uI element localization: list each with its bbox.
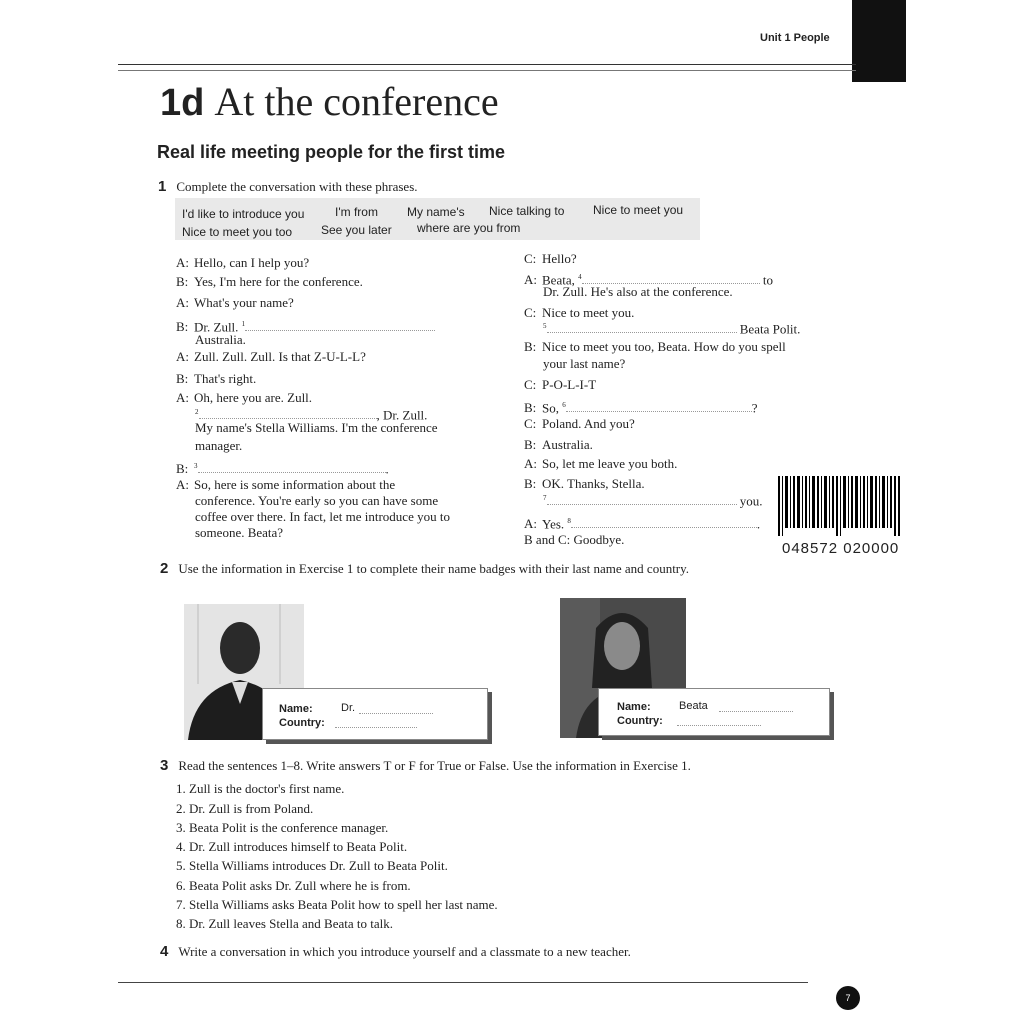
dialog-line: C: Nice to meet you.	[524, 305, 635, 320]
dialog-line: $^7$ you.	[543, 493, 763, 509]
badge-name-label: Name:	[617, 701, 651, 713]
dialog-line: someone. Beata?	[195, 525, 284, 540]
unit-label: Unit 1 People	[760, 32, 830, 44]
dialog-line: B: Yes, I'm here for the conference.	[176, 274, 363, 289]
dialog-line: A: Zull. Zull. Zull. Is that Z-U-L-L?	[176, 349, 366, 364]
blank-number: 2	[195, 408, 199, 416]
badge-country-blank[interactable]	[677, 715, 761, 726]
badge-country-blank[interactable]	[335, 717, 417, 728]
exercise-number: 4	[160, 943, 169, 960]
exercise-4-heading	[160, 943, 631, 961]
statement-item: 3. Beata Polit is the conference manager.	[176, 820, 389, 835]
dialog-line: $^2$ , Dr. Zull.	[195, 407, 428, 423]
exercise-number: 1	[158, 178, 167, 195]
exercise-number: 3	[160, 757, 169, 774]
lesson-title: At the conference	[214, 79, 499, 124]
exercise-instruction: Use the information in Exercise 1 to complete their name badges with their last name and country.	[178, 561, 690, 576]
lesson-number: 1d	[160, 82, 205, 124]
dialog-line: B and C: Goodbye.	[524, 532, 625, 547]
dialog-line: coffee over there. In fact, let me introduce you to	[195, 509, 450, 524]
exercise-3-heading	[160, 757, 691, 775]
phrase: where are you from	[417, 221, 521, 235]
section-title: Real life meeting people for the first time	[157, 142, 506, 162]
blank-number: 7	[543, 494, 547, 502]
dialog-line: My name's Stella Williams. I'm the conference	[195, 420, 438, 435]
name-badge-left	[262, 688, 488, 740]
dialog-line: A: What's your name?	[176, 295, 294, 310]
dialog-line: manager.	[195, 438, 243, 453]
exercise-number: 2	[160, 560, 169, 577]
badge-name-blank[interactable]	[359, 703, 433, 714]
dialog-line: B: Dr. Zull. $^1$	[176, 316, 435, 335]
phrase-box	[175, 198, 700, 240]
answer-blank[interactable]	[571, 517, 757, 528]
exercise-instruction: Write a conversation in which you introduce yourself and a classmate to a new teacher.	[178, 944, 631, 959]
statement-item: 4. Dr. Zull introduces himself to Beata Polit.	[176, 839, 408, 854]
phrase: I'd like to introduce you	[182, 207, 305, 221]
badge-name-label: Name:	[279, 703, 313, 715]
blank-number: 1	[241, 320, 246, 328]
statement-item: 8. Dr. Zull leaves Stella and Beata to talk.	[176, 916, 393, 931]
answer-blank[interactable]	[199, 408, 377, 419]
top-rule	[118, 64, 856, 65]
statement-item: 7. Stella Williams asks Beata Polit how to spell her last name.	[176, 897, 498, 912]
top-rule-secondary	[118, 70, 856, 71]
statement-item: 1. Zull is the doctor's first name.	[176, 781, 345, 796]
blank-number: 4	[578, 273, 582, 281]
name-badge-right	[598, 688, 830, 736]
answer-blank[interactable]	[547, 322, 737, 333]
bottom-rule	[118, 982, 808, 983]
dialog-line: A: Yes. $^8$ .	[524, 516, 761, 532]
phrase: See you later	[321, 223, 392, 237]
blank-number: 3	[194, 462, 198, 470]
dialog-line: B: That's right.	[176, 371, 257, 386]
dialog-line: $^5$ Beata Polit.	[543, 321, 801, 337]
badge-name-blank[interactable]	[719, 701, 793, 712]
dialog-line: B: Nice to meet you too, Beata. How do you spell	[524, 339, 786, 354]
barcode-number: 048572 020000	[782, 540, 900, 557]
dialog-line: C: P-O-L-I-T	[524, 377, 597, 392]
barcode-icon	[778, 476, 902, 536]
badge-country-label: Country:	[279, 717, 325, 729]
dialog-line: Dr. Zull. He's also at the conference.	[543, 284, 733, 299]
phrase: Nice to meet you	[593, 203, 684, 217]
statement-item: 6. Beata Polit asks Dr. Zull where he is from.	[176, 878, 411, 893]
dialog-line: A: Beata, $^4$ to	[524, 272, 773, 288]
exercise-instruction: Read the sentences 1–8. Write answers T or F for True or False. Use the information in Exercise 1.	[178, 758, 691, 773]
blank-number: 8	[567, 517, 571, 525]
dialog-line: C: Hello?	[524, 251, 577, 266]
dialog-line: A: Hello, can I help you?	[176, 255, 310, 270]
dialog-line: B: OK. Thanks, Stella.	[524, 476, 645, 491]
page-number: 7	[836, 986, 860, 1010]
dialog-line: conference. You're early so you can have some	[195, 493, 439, 508]
dialog-line: A: So, here is some information about the	[176, 477, 396, 492]
phrase: I'm from	[335, 205, 378, 219]
badge-name-value: Dr.	[341, 702, 356, 714]
dialog-line: B: Australia.	[524, 437, 593, 452]
phrase: My name's	[407, 205, 465, 219]
answer-blank[interactable]	[198, 462, 386, 473]
answer-blank[interactable]	[566, 401, 752, 412]
statement-item: 5. Stella Williams introduces Dr. Zull to Beata Polit.	[176, 858, 448, 873]
blank-number: 5	[543, 322, 547, 330]
answer-blank[interactable]	[245, 320, 435, 331]
dialog-line: B: So, $^6$ ?	[524, 400, 758, 416]
statement-item: 2. Dr. Zull is from Poland.	[176, 801, 314, 816]
dialog-line: B: $^3$ .	[176, 461, 389, 477]
answer-blank[interactable]	[582, 273, 760, 284]
dialog-line: A: So, let me leave you both.	[524, 456, 678, 471]
black-tab	[852, 0, 906, 82]
phrase: Nice talking to	[489, 204, 565, 218]
blank-number: 6	[562, 401, 566, 409]
answer-blank[interactable]	[547, 494, 737, 505]
dialog-line: A: Oh, here you are. Zull.	[176, 390, 313, 405]
badge-country-label: Country:	[617, 715, 663, 727]
dialog-line: Australia.	[195, 332, 246, 347]
dialog-line: your last name?	[543, 356, 626, 371]
exercise-1-heading	[158, 178, 418, 196]
dialog-line: C: Poland. And you?	[524, 416, 635, 431]
badge-name-value: Beata	[679, 700, 708, 712]
exercise-2-heading	[160, 560, 689, 578]
phrase: Nice to meet you too	[182, 225, 293, 239]
page-title	[160, 78, 499, 125]
exercise-instruction: Complete the conversation with these phrases.	[176, 179, 418, 194]
